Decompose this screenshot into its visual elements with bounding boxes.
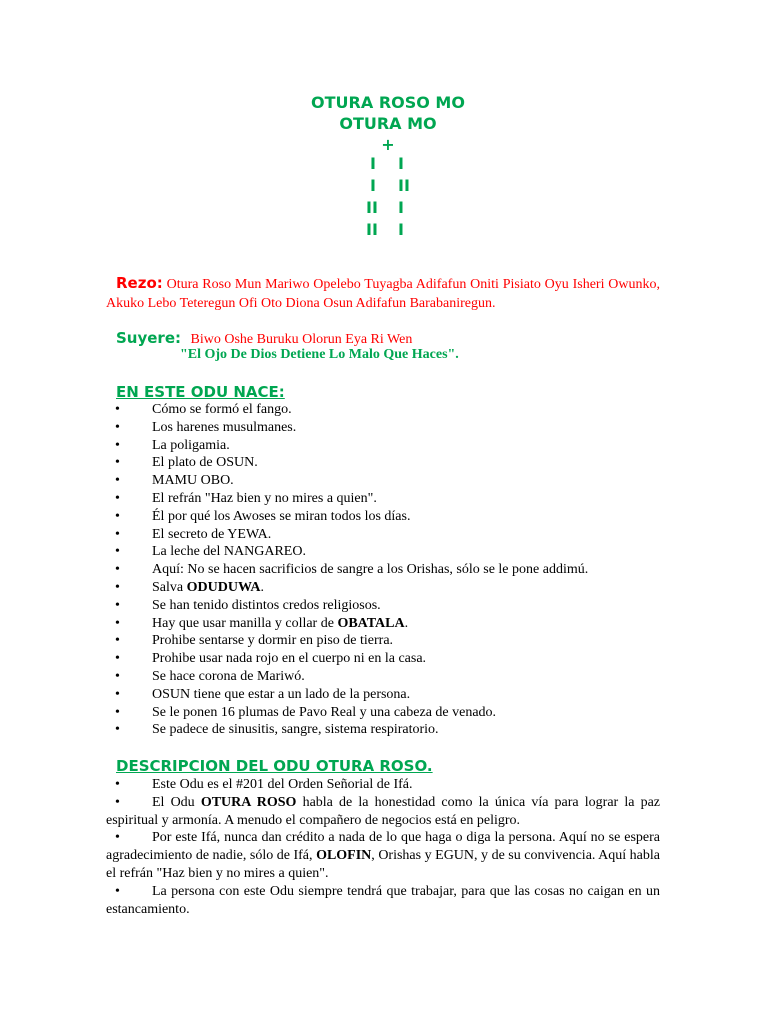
odu-sign-right: I xyxy=(398,154,404,173)
bullet-icon: • xyxy=(115,686,120,702)
bullet-icon: • xyxy=(115,473,120,489)
list-item: • El plato de OSUN. xyxy=(115,455,258,471)
bullet-icon: • xyxy=(115,455,120,471)
odu-sign-left: I xyxy=(370,176,376,195)
list-item: • Prohibe sentarse y dormir en piso de tierra. xyxy=(115,633,394,649)
bullet-icon: • xyxy=(115,419,120,435)
list-item: • Salva ODUDUWA. xyxy=(115,579,264,595)
odu-sign-left: II xyxy=(366,198,378,217)
list-item: • Se han tenido distintos credos religiosos. xyxy=(115,597,381,613)
bold-term: OBATALA xyxy=(337,615,405,631)
bullet-icon: • xyxy=(115,490,120,506)
bullet-icon: • xyxy=(115,437,120,453)
list-item: • Prohibe usar nada rojo en el cuerpo ni en la casa. xyxy=(115,651,427,667)
bullet-icon: • xyxy=(115,777,120,792)
bold-term: OTURA ROSO xyxy=(200,794,297,810)
list-item: • La poligamia. xyxy=(115,437,230,453)
odu-sign-left: II xyxy=(366,220,378,239)
descripcion-paragraph: • Este Odu es el #201 del Orden Señorial de Ifá. xyxy=(106,776,660,794)
bold-term: OLOFIN xyxy=(316,848,372,864)
list-item: • Él por qué los Awoses se miran todos los días. xyxy=(115,508,411,524)
list-item: • La leche del NANGAREO. xyxy=(115,544,306,560)
bullet-icon: • xyxy=(115,722,120,738)
list-item: • OSUN tiene que estar a un lado de la persona. xyxy=(115,686,411,702)
bullet-icon: • xyxy=(115,615,120,631)
odu-sign-left: I xyxy=(370,154,376,173)
bullet-icon: • xyxy=(115,830,120,846)
bullet-icon: • xyxy=(115,544,120,560)
descripcion-paragraph: • La persona con este Odu siempre tendrá que trabajar, para que las cosas no caigan en un estancamiento. xyxy=(106,883,660,917)
bullet-icon: • xyxy=(115,526,120,542)
odu-title-line1: OTURA ROSO MO xyxy=(311,93,465,112)
suyere-line xyxy=(116,329,412,348)
bullet-icon: • xyxy=(115,562,120,578)
odu-sign-right: I xyxy=(398,220,404,239)
odu-plus-sign: + xyxy=(381,135,395,154)
bullet-icon: • xyxy=(115,597,120,613)
odu-sign-right: II xyxy=(398,176,410,195)
bullet-icon: • xyxy=(115,579,120,595)
suyere-label: Suyere: xyxy=(116,329,182,347)
list-item: • Aquí: No se hacen sacrificios de sangre a los Orishas, sólo se le pone addimú. xyxy=(115,562,589,578)
list-item: • Cómo se formó el fango. xyxy=(115,402,292,417)
odu-sign-row xyxy=(364,220,414,240)
descripcion-heading: DESCRIPCION DEL ODU OTURA ROSO. xyxy=(116,757,433,775)
list-item: • El refrán "Haz bien y no mires a quien". xyxy=(115,490,377,506)
odu-sign-row xyxy=(364,176,414,196)
bullet-icon: • xyxy=(115,651,120,667)
rezo-text: Otura Roso Mun Mariwo Opelebo Tuyagba Adifafun Oniti Pisiato Oyu Isheri Owunko, Akuko Lebo Teteregun Ofi Oto Diona Osun Adifafun Barabaniregun. xyxy=(106,277,661,311)
odu-sign-row xyxy=(364,154,414,174)
descripcion-paragraph: • Por este Ifá, nunca dan crédito a nada de lo que haga o diga la persona. Aquí no se espera agradecimiento de nadie, sólo de Ifá, OLOFIN, Orishas y EGUN, y de su convivencia. Aquí habla el refrán "Haz bien y no mires a quien". xyxy=(106,830,661,881)
bullet-icon: • xyxy=(115,883,120,899)
bullet-icon: • xyxy=(115,633,120,649)
odu-title xyxy=(0,92,768,155)
odu-sign-right: I xyxy=(398,198,404,217)
list-item: • Se hace corona de Mariwó. xyxy=(115,668,305,684)
list-item: • El secreto de YEWA. xyxy=(115,526,272,542)
odu-sign-row xyxy=(364,198,414,218)
list-item: • Hay que usar manilla y collar de OBATALA. xyxy=(115,615,409,631)
rezo-paragraph xyxy=(106,274,660,313)
nace-list xyxy=(106,401,666,739)
bullet-icon: • xyxy=(115,704,120,720)
bullet-icon: • xyxy=(115,508,120,524)
rezo-label: Rezo: xyxy=(116,274,163,292)
descripcion-paragraph: • El Odu OTURA ROSO habla de la honestidad como la única vía para lograr la paz espiritual y armonía. A menudo el compañero de negocios está en peligro. xyxy=(106,794,661,828)
bullet-icon: • xyxy=(115,402,120,417)
odu-title-line2: OTURA MO xyxy=(339,114,437,133)
bold-term: ODUDUWA xyxy=(186,579,261,595)
bullet-icon: • xyxy=(115,668,120,684)
descripcion-body xyxy=(106,776,660,918)
list-item: • Se padece de sinusitis, sangre, sistema respiratorio. xyxy=(115,722,439,738)
suyere-translation: "El Ojo De Dios Detiene Lo Malo Que Haces". xyxy=(180,347,459,362)
suyere-text: Biwo Oshe Buruku Olorun Eya Ri Wen xyxy=(190,332,413,347)
list-item: • Los harenes musulmanes. xyxy=(115,419,297,435)
bullet-icon: • xyxy=(115,794,120,810)
list-item: • Se le ponen 16 plumas de Pavo Real y una cabeza de venado. xyxy=(115,704,497,720)
list-item: • MAMU OBO. xyxy=(115,473,234,489)
nace-heading: EN ESTE ODU NACE: xyxy=(116,383,285,401)
